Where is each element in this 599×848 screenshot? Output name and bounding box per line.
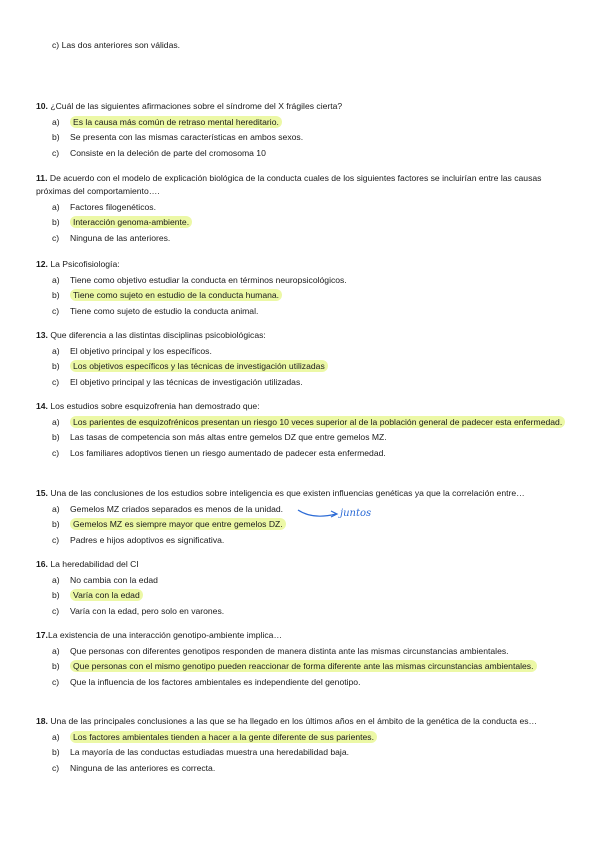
question-title: 14. Los estudios sobre esquizofrenia han demostrado que: [36, 401, 260, 411]
option-b: b) Varía con la edad [36, 589, 576, 602]
option-a: a) Que personas con diferentes genotipos responden de manera distinta ante las mismas circunstancias ambientales. [52, 645, 509, 656]
question-18 [36, 715, 576, 775]
option-a: a) Los parientes de esquizofrénicos presentan un riesgo 10 veces superior al de la población general de padecer esta enfermedad. [36, 416, 576, 429]
option-b: b) La mayoría de las conductas estudiadas muestra una heredabilidad baja. [52, 747, 349, 757]
question-13 [36, 329, 576, 389]
question-title: 15. Una de las conclusiones de los estudios sobre inteligencia es que existen influencias genéticas ya que la correlación entre… [36, 488, 525, 498]
question-12 [36, 258, 576, 318]
option-a: a) Los factores ambientales tienden a hacer a la gente diferente de sus parientes. [36, 731, 576, 744]
option-c: c) Varía con la edad, pero solo en varones. [52, 605, 225, 616]
option-a: a) No cambia con la edad [52, 574, 158, 585]
option-b: b) Se presenta con las mismas características en ambos sexos. [52, 132, 304, 142]
question-title: 16. La heredabilidad del CI [36, 559, 139, 569]
option-a: a) Gemelos MZ criados separados es menos de la unidad. [52, 503, 284, 514]
question-17 [36, 629, 576, 689]
option-c: c) Ninguna de las anteriores. [52, 232, 171, 243]
option-c: c) Padres e hijos adoptivos es significativa. [52, 534, 225, 545]
previous-question-option-c [52, 39, 180, 52]
option-a: a) Tiene como objetivo estudiar la conducta en términos neuropsicológicos. [52, 274, 347, 285]
option-c: c) Que la influencia de los factores ambientales es independiente del genotipo. [52, 676, 361, 687]
option-c: c) Tiene como sujeto de estudio la conducta animal. [52, 305, 259, 316]
option-c: c) Ninguna de las anteriores es correcta. [52, 762, 216, 773]
option-b: b) Que personas con el mismo genotipo pueden reaccionar de forma diferente ante las mismas circunstancias ambientales. [36, 660, 576, 673]
option-c: c) Consiste en la deleción de parte del cromosoma 10 [52, 147, 266, 158]
question-title: 17.La existencia de una interacción genotipo-ambiente implica… [36, 630, 283, 640]
option-letter: c) [52, 40, 60, 50]
question-16 [36, 558, 576, 618]
option-a: a) Es la causa más común de retraso mental hereditario. [36, 116, 576, 129]
question-11 [36, 172, 576, 245]
option-c: c) El objetivo principal y las técnicas de investigación utilizadas. [52, 376, 303, 387]
option-a: a) Factores filogenéticos. [52, 201, 156, 212]
option-c: c) Los familiares adoptivos tienen un riesgo aumentado de padecer esta enfermedad. [52, 447, 386, 458]
option-a: a) El objetivo principal y los específicos. [52, 345, 212, 356]
option-b: b) Tiene como sujeto en estudio de la conducta humana. [36, 289, 576, 302]
question-title: 13. Que diferencia a las distintas disciplinas psicobiológicas: [36, 330, 266, 340]
question-14 [36, 400, 576, 460]
question-10 [36, 100, 576, 160]
option-b: b) Los objetivos específicos y las técnicas de investigación utilizadas [36, 360, 576, 373]
question-title: 11. De acuerdo con el modelo de explicación biológica de la conducta cuales de los siguientes factores se incluirían entre las causas próximas del comportamiento…. [36, 173, 542, 196]
question-title: 18. Una de las principales conclusiones a las que se ha llegado en los últimos años en el ámbito de la genética de la conducta es… [36, 716, 538, 726]
option-b: b) Las tasas de competencia son más altas entre gemelos DZ que entre gemelos MZ. [52, 432, 387, 442]
option-b: b) Interacción genoma-ambiente. [36, 216, 576, 229]
question-title: 12. La Psicofisiología: [36, 259, 120, 269]
option-text: Las dos anteriores son válidas. [61, 40, 181, 50]
handwritten-arrow-icon [296, 506, 340, 520]
handwritten-annotation: juntos [340, 508, 372, 519]
option-b: b) Gemelos MZ es siempre mayor que entre gemelos DZ. [36, 518, 576, 531]
question-title: 10. ¿Cuál de las siguientes afirmaciones sobre el síndrome del X frágiles cierta? [36, 101, 343, 111]
